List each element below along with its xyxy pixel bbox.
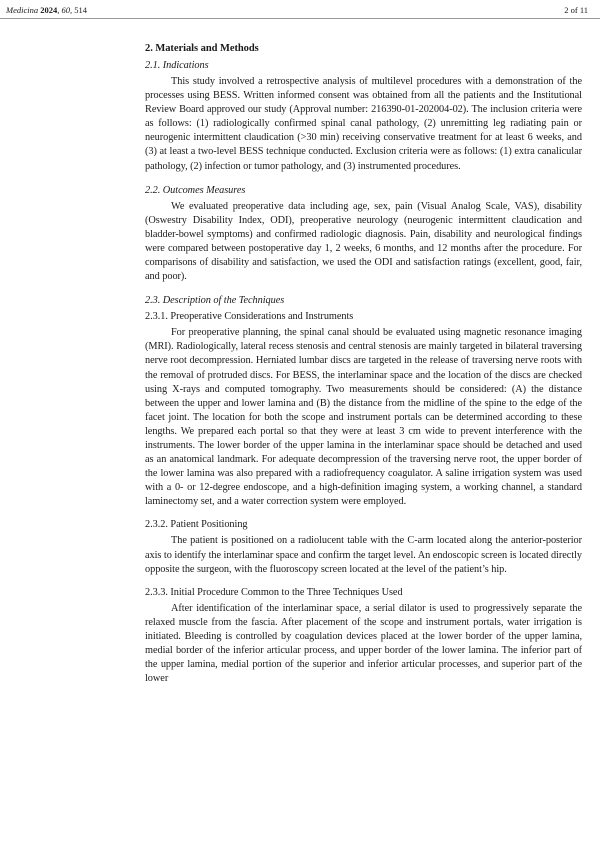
outcomes-section — [145, 184, 582, 285]
article-number: 514 — [74, 5, 87, 15]
journal-year: 2024 — [40, 5, 58, 15]
positioning-heading: 2.3.2. Patient Positioning — [145, 519, 248, 531]
indications-heading: 2.1. Indications — [145, 60, 209, 71]
journal-volume: 60 — [61, 5, 70, 15]
running-header — [6, 3, 588, 17]
outcomes-heading: 2.2. Outcomes Measures — [145, 184, 246, 196]
indications-section — [145, 59, 582, 174]
section-title: 2. Materials and Methods — [145, 43, 259, 54]
positioning-paragraph: The patient is positioned on a radiolucent table with the C-arm located along the anterior-posterior axis to identify the interlaminar space and confirm the target level. An endoscopic screen is located directly opposite the surgeon, with the fluoroscopy screen located at the level of the patient’s hip. — [145, 535, 582, 575]
initial-procedure-heading: 2.3.3. Initial Procedure Common to the Three Techniques Used — [145, 586, 403, 598]
techniques-heading: 2.3. Description of the Techniques — [145, 295, 285, 307]
initial-procedure-paragraph: After identification of the interlaminar space, a serial dilator is used to progressively separate the relaxed muscle from the fascia. After placement of the scope and instrument portals, water irrigation is initiated. Bleeding is controlled by coagulation devices placed at the lower border of the upper lamina, medial border of the inferior articular process, and upper border of the lower lamina. The inferior part of the upper lamina, medial portion of the superior and inferior articular processes, and superior part of the lower — [145, 602, 582, 685]
page-number: 2 of 11 — [564, 5, 588, 15]
journal-citation: Medicina 2024, 60, 514 — [6, 5, 87, 15]
indications-paragraph: This study involved a retrospective analysis of multilevel procedures with a demonstration of the processes using BESS. Written informed consent was obtained from all the patients and the Institutional Review Board approved our study (Approval number: 216390-01-202004-02). The inclusion criteria were as follows: (1) radiologically confirmed spinal canal pathology, (2) unremitting leg radiating pain or neurogenic intermittent claudication (>30 min) receiving conservative treatment for at least 6 weeks, and (3) at least a two-level BESS technique conducted. Exclusion criteria were as follows: (1) extra canalicular pathology, (2) infection or tumor pathology, and (3) instrumented procedures. — [145, 76, 582, 172]
positioning-subsection — [145, 518, 582, 576]
header-divider — [0, 18, 600, 19]
journal-name: Medicina — [6, 5, 39, 15]
article-body — [145, 42, 582, 695]
preop-heading: 2.3.1. Preoperative Considerations and Instruments — [145, 311, 354, 323]
outcomes-paragraph: We evaluated preoperative data including age, sex, pain (Visual Analog Scale, VAS), disability (Oswestry Disability Index, ODI), preoperative neurology (neurogenic intermittent claudication and bladder-bowel symptoms) and confirmed radiologic diagnosis. Pain, disability and neurological findings were compared between postoperative day 1, 2 weeks, 6 months, and 12 months after the procedure. For comparisons of disability and satisfaction, we used the ODI and satisfaction ratings (excellent, good, fair, and poor). — [145, 200, 582, 283]
techniques-section — [145, 294, 582, 686]
preop-subsection — [145, 310, 582, 509]
preop-paragraph: For preoperative planning, the spinal canal should be evaluated using magnetic resonance imaging (MRI). Radiologically, lateral recess stenosis and central stenosis are mainly targeted in bilateral traversing nerve root decompression. Herniated lumbar discs are targeted in the release of traversing nerve roots with the removal of protruded discs. For BESS, the interlaminar space and the location of the discs are checked using X-rays and computed tomography. Two measurements should be considered: (A) the distance between the upper and lower lamina and (B) the distance from the midline of the spine to the edge of the facet joint. The location for both the scope and instrument portals can be determined according to these lengths. We prepared each portal so that they were at least 3 cm wide to prevent interference with the instruments. The lower border of the upper lamina in the interlaminar space should be detached and used as an anatomical landmark. For adequate decompression of the traversing nerve root, the upper border of the lower lamina was also prepared with a radiofrequency coagulator. A saline irrigation system was used with a 0- or 12-degree endoscope, and a high-definition imaging system, a working channel, a standard laminectomy set, and a water correction system were employed. — [145, 327, 582, 508]
initial-procedure-subsection — [145, 586, 582, 687]
